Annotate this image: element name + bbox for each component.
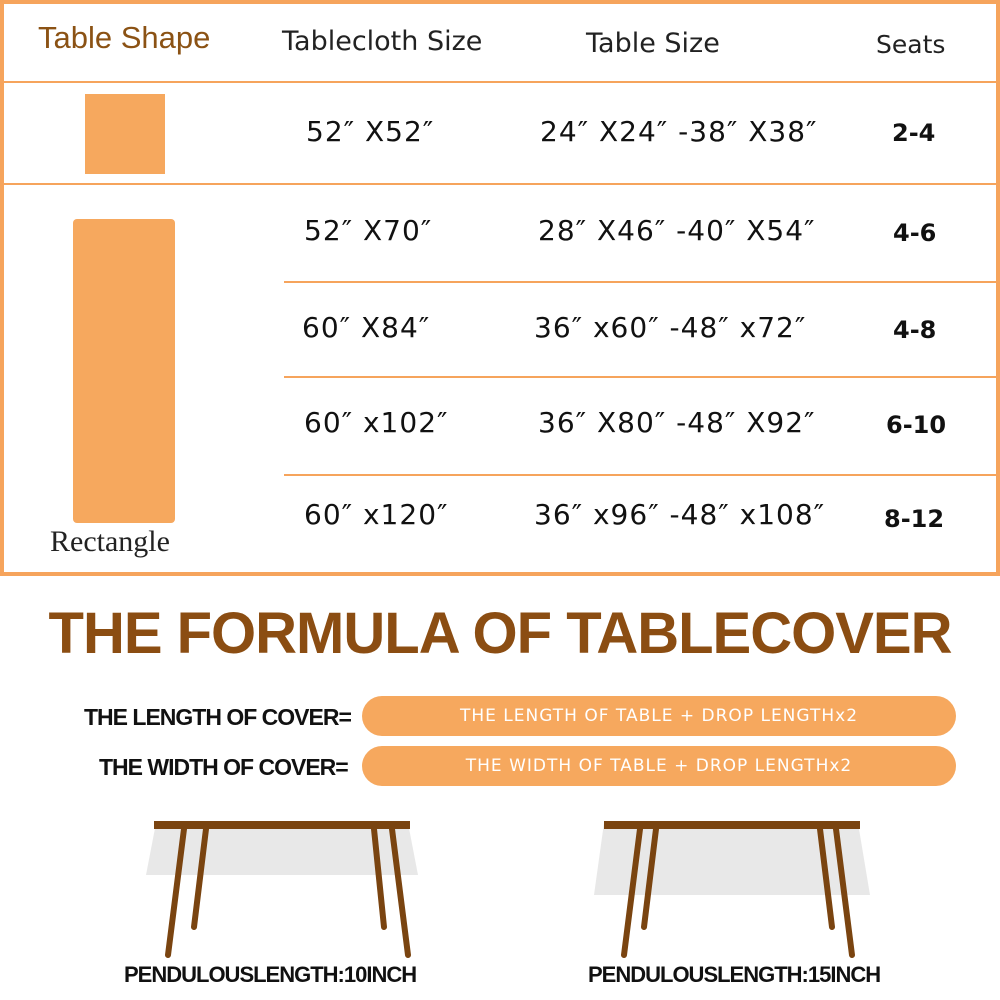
square-row-divider <box>4 183 996 185</box>
length-formula-pill: THE LENGTH OF TABLE + DROP LENGTHx2 <box>362 696 956 736</box>
tablecloth-size-cell: 52″ X70″ <box>304 214 433 247</box>
table-size-cell: 24″ X24″ -38″ X38″ <box>540 115 818 148</box>
header-tablecloth-size: Tablecloth Size <box>282 26 483 57</box>
row-divider <box>284 376 996 378</box>
header-table-size: Table Size <box>586 28 720 59</box>
tablecloth-size-cell: 60″ x120″ <box>304 498 449 531</box>
header-table-shape: Table Shape <box>38 20 211 55</box>
table-10inch-drop-icon <box>140 815 430 960</box>
row-divider <box>284 281 996 283</box>
header-divider <box>4 81 996 83</box>
width-formula-pill: THE WIDTH OF TABLE + DROP LENGTHx2 <box>362 746 956 786</box>
rectangle-shape-icon <box>73 219 175 523</box>
row-divider <box>284 474 996 476</box>
header-seats: Seats <box>876 30 946 59</box>
length-formula-label: THE LENGTH OF COVER= <box>84 704 351 730</box>
table-size-cell: 36″ X80″ -48″ X92″ <box>538 406 816 439</box>
seats-cell: 4-6 <box>893 219 937 247</box>
tablecloth-size-cell: 60″ X84″ <box>302 311 431 344</box>
seats-cell: 6-10 <box>886 411 947 439</box>
formula-title: THE FORMULA OF TABLECOVER <box>48 601 952 666</box>
table-size-cell: 36″ x96″ -48″ x108″ <box>534 498 826 531</box>
square-shape-icon <box>85 94 165 174</box>
rectangle-label: Rectangle <box>50 525 170 558</box>
width-formula-label: THE WIDTH OF COVER= <box>99 754 348 780</box>
caption-15inch: PENDULOUSLENGTH:15INCH <box>588 962 881 987</box>
seats-cell: 4-8 <box>893 316 937 344</box>
table-size-cell: 28″ X46″ -40″ X54″ <box>538 214 816 247</box>
table-15inch-drop-icon <box>590 815 880 960</box>
tablecloth-size-cell: 52″ X52″ <box>306 115 435 148</box>
caption-10inch: PENDULOUSLENGTH:10INCH <box>124 962 417 987</box>
tablecloth-size-cell: 60″ x102″ <box>304 406 449 439</box>
seats-cell: 8-12 <box>884 505 945 533</box>
seats-cell: 2-4 <box>892 119 936 147</box>
table-size-cell: 36″ x60″ -48″ x72″ <box>534 311 807 344</box>
